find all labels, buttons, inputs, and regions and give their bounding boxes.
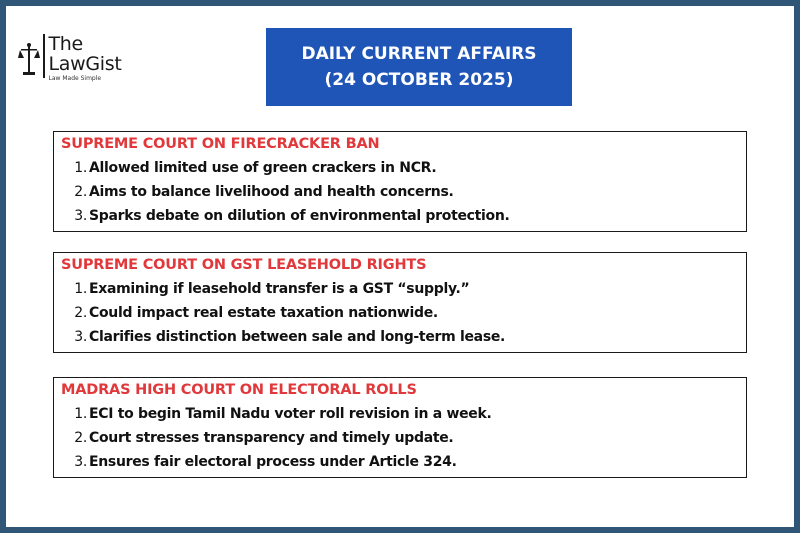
scales-of-justice-icon: [18, 42, 40, 78]
logo-tagline: Law Made Simple: [48, 75, 102, 82]
section-title: SUPREME COURT ON FIRECRACKER BAN: [61, 136, 380, 152]
list-item: 2. Could impact real estate taxation nationwide.: [74, 305, 438, 321]
section-electoral-rolls: [53, 377, 747, 478]
section-gst-leasehold: [53, 252, 747, 353]
section-title: SUPREME COURT ON GST LEASEHOLD RIGHTS: [61, 257, 427, 273]
list-item: 1. Examining if leasehold transfer is a GST “supply.”: [74, 281, 470, 297]
list-item: 3. Sparks debate on dilution of environmental protection.: [74, 208, 510, 224]
page-title: DAILY CURRENT AFFAIRS: [301, 44, 537, 64]
thelawgist-logo: [18, 34, 122, 83]
list-item: 1. ECI to begin Tamil Nadu voter roll revision in a week.: [74, 406, 492, 422]
logo-divider: [43, 34, 45, 78]
section-title: MADRAS HIGH COURT ON ELECTORAL ROLLS: [61, 382, 417, 398]
logo-text-lawgist: LawGist: [48, 53, 122, 75]
page-date: (24 OCTOBER 2025): [324, 70, 514, 90]
list-item: 2. Court stresses transparency and timely update.: [74, 430, 454, 446]
logo-text-the: The: [48, 33, 83, 55]
page-title-banner: [266, 28, 572, 106]
list-item: 1. Allowed limited use of green crackers in NCR.: [74, 160, 437, 176]
list-item: 2. Aims to balance livelihood and health concerns.: [74, 184, 454, 200]
section-firecracker-ban: [53, 131, 747, 232]
list-item: 3. Clarifies distinction between sale and long-term lease.: [74, 329, 506, 345]
infographic-page: [6, 6, 794, 527]
list-item: 3. Ensures fair electoral process under Article 324.: [74, 454, 457, 470]
